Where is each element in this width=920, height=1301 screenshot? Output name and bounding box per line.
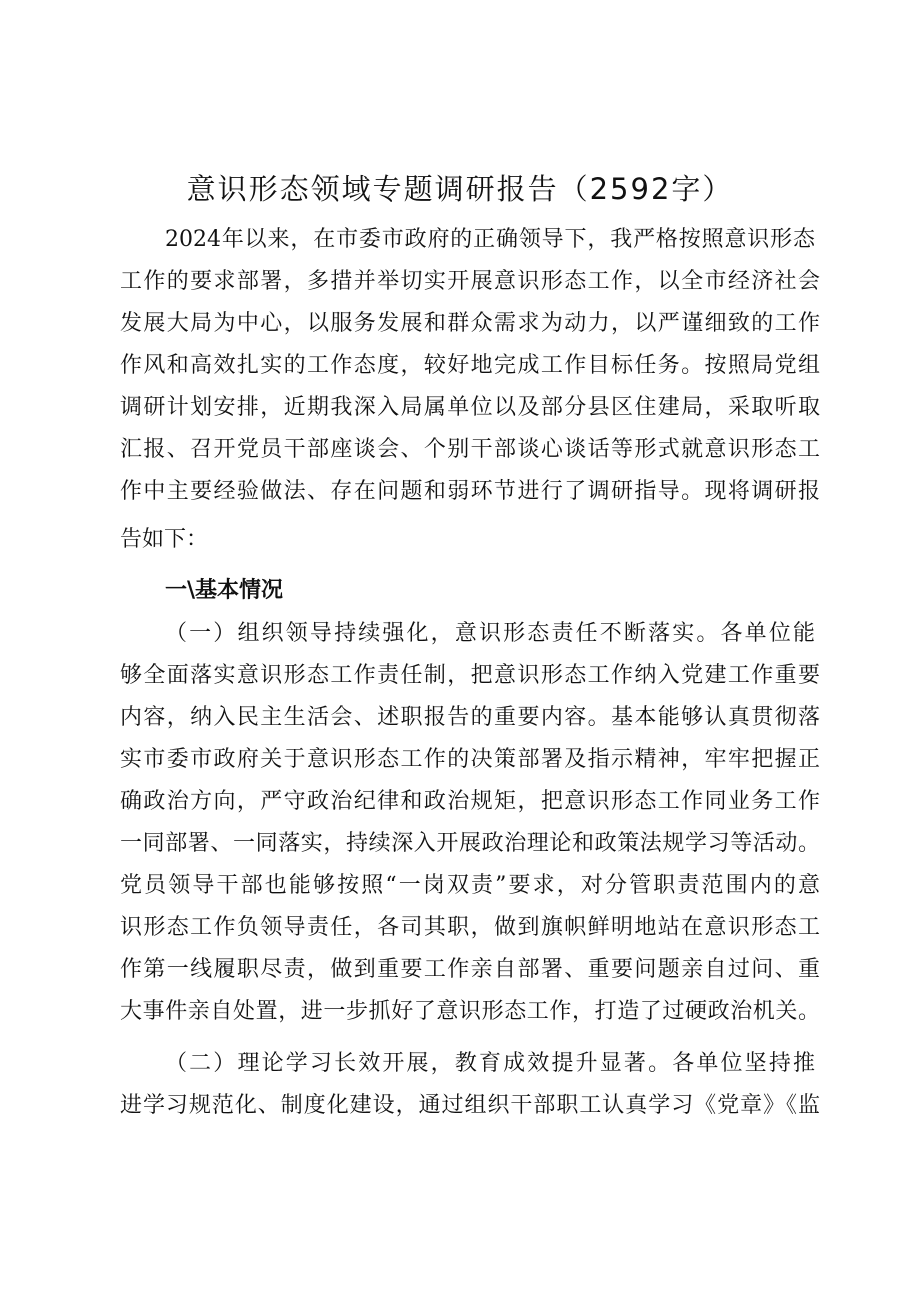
text-line: 发展大局为中心，以服务发展和群众需求为动力，以严谨细致的工作 [120,311,820,336]
text-line: 调研计划安排，近期我深入局属单位以及部分县区住建局，采取听取 [120,395,820,420]
text-line: 确政治方向，严守政治纪律和政治规矩，把意识形态工作同业务工作 [120,789,820,814]
text-line: 作中主要经验做法、存在问题和弱环节进行了调研指导。现将调研报 [120,479,820,504]
text-line: 汇报、召开党员干部座谈会、个别干部谈心谈话等形式就意识形态工 [120,437,820,462]
text-line: 够全面落实意识形态工作责任制，把意识形态工作纳入党建工作重要 [120,663,820,688]
text-line: 工作的要求部署，多措并举切实开展意识形态工作，以全市经济社会 [120,269,820,294]
text-line: 一同部署、一同落实，持续深入开展政治理论和政策法规学习等活动。 [120,831,820,856]
text-line: 大事件亲自处置，进一步抓好了意识形态工作，打造了过硬政治机关。 [120,999,820,1024]
text-line: 作风和高效扎实的工作态度，较好地完成工作目标任务。按照局党组 [120,353,820,378]
text-line: 告如下： [120,527,209,552]
section-heading: 一\基本情况 [165,578,284,603]
text-line: （一）组织领导持续强化，意识形态责任不断落实。各单位能 [165,621,815,646]
text-line: 内容，纳入民主生活会、述职报告的重要内容。基本能够认真贯彻落 [120,705,820,730]
text-line: 作第一线履职尽责，做到重要工作亲自部署、重要问题亲自过问、重 [120,957,820,982]
text-line: 2024年以来，在市委市政府的正确领导下，我严格按照意识形态 [165,227,815,252]
text-line: 识形态工作负领导责任，各司其职，做到旗帜鲜明地站在意识形态工 [120,915,820,940]
document-title: 意识形态领域专题调研报告（2592字） [186,172,734,206]
text-line: 实市委市政府关于意识形态工作的决策部署及指示精神，牢牢把握正 [120,747,820,772]
text-line: （二）理论学习长效开展，教育成效提升显著。各单位坚持推 [165,1051,815,1076]
text-line: 党员领导干部也能够按照“一岗双责”要求，对分管职责范围内的意 [120,873,820,898]
text-line: 进学习规范化、制度化建设，通过组织干部职工认真学习《党章》《监 [120,1093,820,1118]
